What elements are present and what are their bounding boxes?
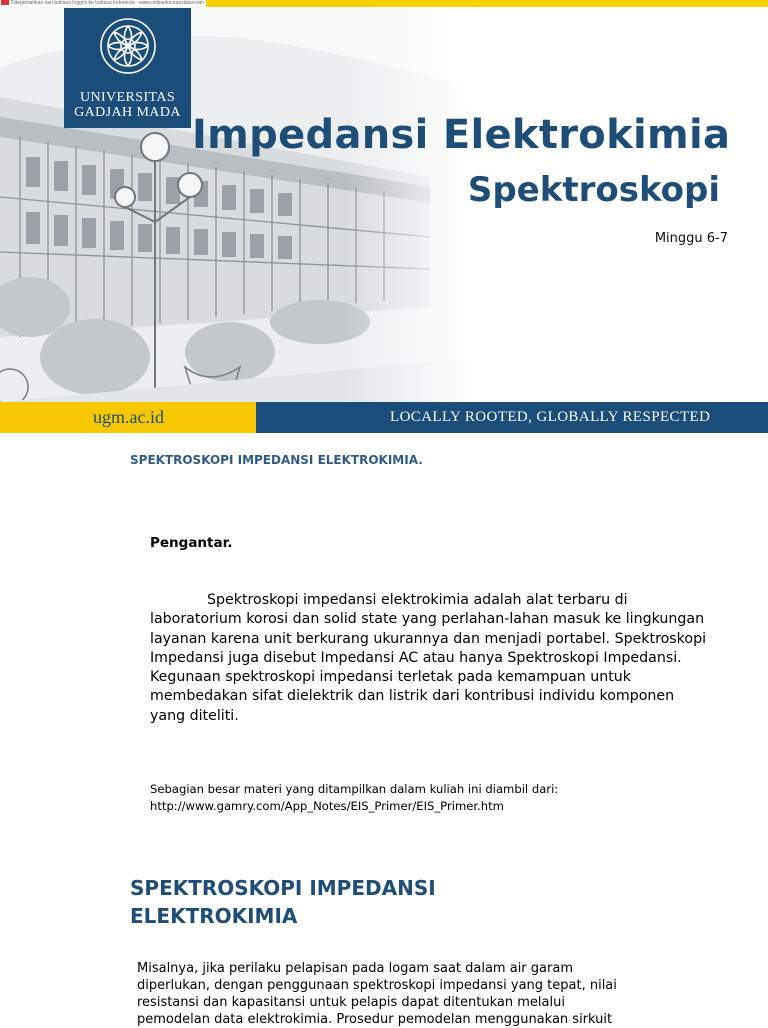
translator-notice bbox=[0, 0, 206, 7]
translator-notice-text: Diterjemahkan dari bahasa Inggris ke bahasa Indonesia - www.onlinedoctranslator.com bbox=[11, 0, 204, 6]
logo-text-gadjah-mada: GADJAH MADA bbox=[74, 105, 181, 120]
footer-website: ugm.ac.id bbox=[0, 402, 256, 433]
source-note bbox=[150, 781, 710, 815]
slide-week-label: Minggu 6-7 bbox=[654, 231, 728, 246]
source-link[interactable]: http://www.gamry.com/App_Notes/EIS_Primer/EIS_Primer.htm bbox=[150, 799, 504, 813]
translator-logo-icon bbox=[1, 0, 9, 5]
slide-footer-bar bbox=[0, 402, 768, 433]
intro-title: Pengantar. bbox=[150, 535, 233, 551]
ugm-emblem-icon bbox=[97, 15, 159, 77]
ugm-logo bbox=[64, 8, 191, 128]
slide-subtitle: Spektroskopi bbox=[467, 170, 720, 210]
slide-title: Impedansi Elektrokimia bbox=[192, 112, 731, 158]
logo-text-universitas: UNIVERSITAS bbox=[79, 90, 176, 105]
footer-motto: LOCALLY ROOTED, GLOBALLY RESPECTED bbox=[256, 402, 768, 433]
title-slide bbox=[0, 7, 768, 433]
document-heading: SPEKTROSKOPI IMPEDANSI ELEKTROKIMIA. bbox=[130, 453, 423, 467]
section-paragraph: Misalnya, jika perilaku pelapisan pada logam saat dalam air garam diperlukan, dengan penggunaan spektroskopi impedansi yang tepat, nilai resistansi dan kapasitansi untuk pelapis dapat ditentukan melalui pemodelan data elektrokimia. Prosedur pemodelan menggunakan sirkuit bbox=[137, 961, 617, 1027]
source-note-text: Sebagian besar materi yang ditampilkan dalam kuliah ini diambil dari: bbox=[150, 782, 559, 796]
intro-paragraph: Spektroskopi impedansi elektrokimia adalah alat terbaru di laboratorium korosi dan solid state yang perlahan-lahan masuk ke lingkungan layanan karena unit berkurang ukurannya dan menjadi portabel. Spektroskopi Impedansi juga disebut Impedansi AC atau hanya Spektroskopi Impedansi. Kegunaan spektroskopi impedansi terletak pada kemampuan untuk membedakan sifat dielektrik dan listrik dari kontribusi individu komponen yang diteliti. bbox=[150, 592, 707, 724]
section-heading: SPEKTROSKOPI IMPEDANSI ELEKTROKIMIA bbox=[130, 876, 436, 928]
